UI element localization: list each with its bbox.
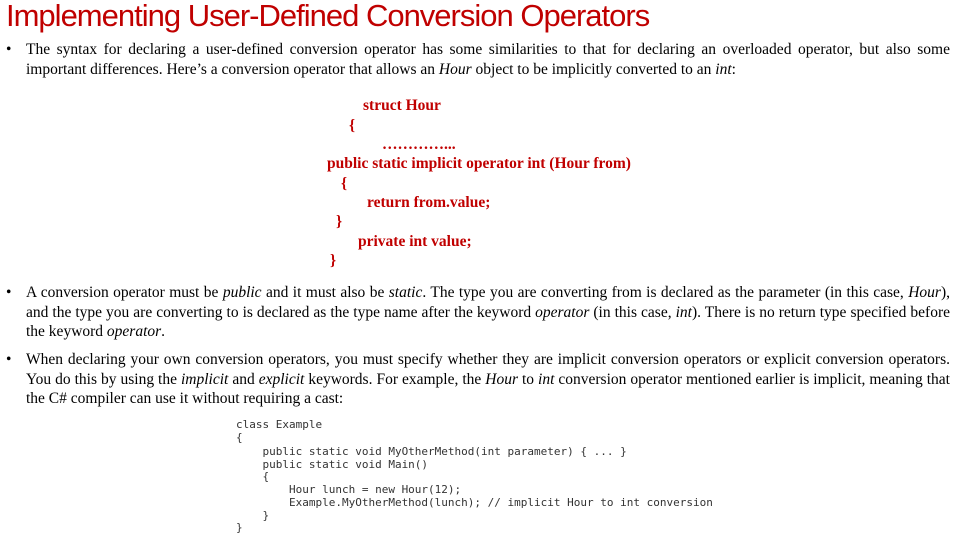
code-line: { xyxy=(341,175,348,192)
bullet-text xyxy=(26,350,950,409)
italic-term: implicit xyxy=(180,370,229,388)
code-line: private int value; xyxy=(358,233,472,250)
italic-term: operator xyxy=(535,303,590,321)
snippet-line: } xyxy=(236,508,270,522)
snippet-line: { xyxy=(236,470,270,483)
snippet-line: class Example xyxy=(236,418,323,431)
bullet-syntax xyxy=(6,40,950,79)
bullet-marker: • xyxy=(6,41,12,58)
bullet-marker: • xyxy=(6,351,12,368)
code-line: public static implicit operator int (Hour from) xyxy=(327,155,631,172)
text-run: object to be implicitly converted to an xyxy=(471,60,716,78)
bullet-marker: • xyxy=(6,284,12,301)
code-line: struct Hour xyxy=(363,97,441,114)
text-run: : xyxy=(731,60,736,78)
text-run: (in this case, xyxy=(589,303,676,321)
italic-term: static xyxy=(388,284,423,301)
italic-term: explicit xyxy=(258,370,305,388)
italic-term: Hour xyxy=(908,284,941,301)
text-run: keywords. For example, the xyxy=(304,370,486,388)
snippet-line: { xyxy=(236,430,243,444)
text-run: ). There is no return type specified before the keyword xyxy=(26,303,950,340)
bullet-text xyxy=(26,283,950,342)
italic-term: Hour xyxy=(438,60,472,78)
text-run: ), and the type you are converting to is declared as the type name after the keyword xyxy=(26,284,950,321)
code-line: } xyxy=(336,213,343,230)
slide-title: Implementing User-Defined Conversion Operators xyxy=(6,0,650,33)
text-run: conversion operator mentioned earlier is implicit, meaning that the C# compiler can use it without requiring a cast: xyxy=(26,370,950,407)
italic-term: int xyxy=(715,60,732,78)
code-line: } xyxy=(330,252,337,269)
italic-term: public xyxy=(222,284,262,301)
snippet-line: Example.MyOtherMethod(lunch); // implicit Hour to int conversion xyxy=(236,496,713,509)
text-run: A conversion operator must be xyxy=(26,284,223,301)
snippet-line: public static void MyOtherMethod(int parameter) { ... } xyxy=(236,445,627,458)
code-screenshot xyxy=(236,418,756,536)
snippet-line: } xyxy=(236,521,243,534)
text-run: When declaring your own conversion operators, you must specify whether they are implicit conversion operators or explicit conversion operators. You do this by using the xyxy=(26,351,950,388)
code-line: return from.value; xyxy=(367,194,491,211)
text-run: and it must also be xyxy=(261,284,389,301)
text-run: The syntax for declaring a user-defined conversion operator has some similarities to that for declaring an overloaded operator, but also some important differences. Here’s a conversion operator that allows an xyxy=(26,41,950,78)
bullet-public-static xyxy=(6,283,950,342)
italic-term: int xyxy=(675,303,692,321)
text-run: . xyxy=(161,323,166,340)
bullet-implicit-explicit xyxy=(6,350,950,409)
text-run: . The type you are converting from is declared as the parameter (in this case, xyxy=(422,284,909,301)
italic-term: Hour xyxy=(485,370,518,388)
italic-term: int xyxy=(538,370,555,388)
bullet-text xyxy=(26,40,950,79)
snippet-line: Hour lunch = new Hour(12); xyxy=(236,483,462,496)
italic-term: operator xyxy=(106,323,162,340)
snippet-line: public static void Main() xyxy=(236,457,429,471)
code-line: …………... xyxy=(382,136,456,153)
text-run: and xyxy=(228,370,259,388)
text-run: to xyxy=(517,370,539,388)
code-line: { xyxy=(349,117,356,134)
